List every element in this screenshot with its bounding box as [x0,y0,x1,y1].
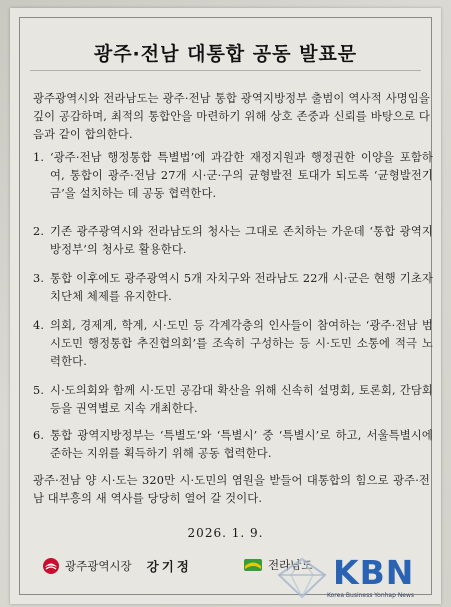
jeonnam-emblem-icon [243,557,263,573]
item-text: 시·도의회와 함께 시·도민 공감대 확산을 위해 신속히 설명회, 토론회, 간담회 등을 권역별로 지속 개최한다. [50,384,433,415]
kbn-watermark [275,555,443,603]
gwangju-signature [42,557,192,575]
item-number: 5. [33,384,45,397]
document-title: 광주·전남 대통합 공동 발표문 [93,43,358,65]
item-text: 기존 광주광역시와 전라남도의 청사는 그대로 존치하는 가운데 ‘통합 광역지방정부’의 청사로 활용한다. [50,225,433,256]
item-text: 통합 이후에도 광주광역시 5개 자치구와 전라남도 22개 시·군은 현행 기초자치단체 체제를 유지한다. [50,272,433,303]
agreement-item-1 [33,149,433,203]
title-divider [30,70,421,71]
agreement-item-4 [33,317,433,371]
agreement-item-6 [33,427,433,463]
item-text: 의회, 경제계, 학계, 시·도민 등 각계각층의 인사들이 참여하는 ‘광주·전남 범시도민 행정통합 추진협의회’를 조속히 구성하는 등 시·도민 소통에 적극 노력한다. [50,319,433,368]
diamond-logo-icon [275,555,329,599]
item-number: 6. [33,429,45,442]
item-number: 2. [33,225,45,238]
item-number: 3. [33,272,45,285]
closing-paragraph: 광주·전남 양 시·도는 320만 시·도민의 염원을 받들어 대통합의 힘으로 광주·전남 대부흥의 새 역사를 당당히 열어 갈 것이다. [33,474,430,505]
item-text: ‘광주·전남 행정통합 특별법’에 과감한 재정지원과 행정권한 이양을 포함하여, 통합이 광주·전남 27개 시·군·구의 균형발전 토대가 되도록 ‘균형발전기금’을 설치하는 데 공동 협력한다. [50,151,433,200]
agreement-item-5 [33,382,433,418]
item-number: 4. [33,319,45,332]
agreement-item-3 [33,270,433,306]
intro-paragraph: 광주광역시와 전라남도는 광주·전남 통합 광역지방정부 출범이 역사적 사명임을 깊이 공감하며, 최적의 통합안을 마련하기 위해 상호 존중과 신뢰를 바탕으로 다음과 같이 합의한다. [33,92,430,141]
watermark-brand: KBN [333,553,415,592]
gwangju-emblem-icon [42,557,60,575]
watermark-tagline: Korea Business Yonhap News [327,592,415,599]
document-date: 2026. 1. 9. [187,526,264,540]
item-number: 1. [33,151,45,164]
gwangju-mayor-title: 광주광역시장 [65,559,132,573]
agreement-item-2 [33,223,433,259]
gwangju-mayor-name: 강기정 [146,559,192,574]
announcement-sheet [10,8,441,604]
item-text: 통합 광역지방정부는 ‘특별도’와 ‘특별시’ 중 ‘특별시’로 하고, 서울특별시에 준하는 지위를 획득하기 위해 공동 협력한다. [50,429,433,460]
jeonnam-governor-title: 전라남도 [268,558,313,572]
